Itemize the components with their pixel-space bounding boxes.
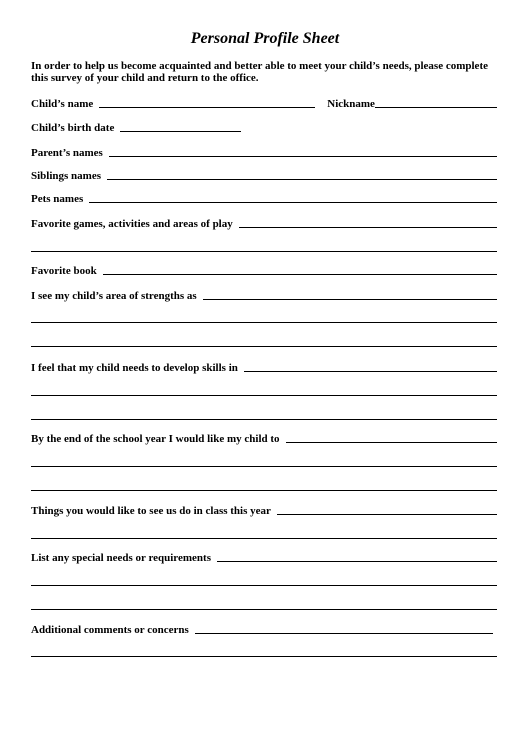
comments-row — [31, 622, 493, 636]
siblings-row — [31, 168, 497, 182]
strengths-extra-line-2[interactable] — [31, 346, 497, 347]
comments-label: Additional comments or concerns — [31, 624, 189, 636]
special-needs-row — [31, 550, 497, 564]
end-year-row — [31, 431, 497, 445]
end-year-blank[interactable] — [286, 442, 497, 443]
intro-paragraph: In order to help us become acquainted and better able to meet your child’s needs, please complete this survey of your child and return to the office. — [31, 60, 488, 84]
strengths-label: I see my child’s area of strengths as — [31, 290, 197, 302]
develop-label: I feel that my child needs to develop skills in — [31, 362, 238, 374]
things-class-extra-line[interactable] — [31, 538, 497, 539]
child-name-label: Child’s name — [31, 98, 94, 110]
siblings-label: Siblings names — [31, 170, 101, 182]
book-label: Favorite book — [31, 265, 97, 277]
games-label: Favorite games, activities and areas of play — [31, 218, 233, 230]
things-class-blank[interactable] — [277, 514, 497, 515]
strengths-row — [31, 288, 497, 302]
birth-date-row — [31, 120, 241, 134]
end-year-extra-line-2[interactable] — [31, 490, 497, 491]
special-needs-blank[interactable] — [217, 561, 497, 562]
birth-date-label: Child’s birth date — [31, 122, 115, 134]
things-class-label: Things you would like to see us do in class this year — [31, 505, 271, 517]
special-needs-extra-line-1[interactable] — [31, 585, 497, 586]
develop-blank[interactable] — [244, 371, 497, 372]
pets-label: Pets names — [31, 193, 84, 205]
birth-date-blank[interactable] — [120, 131, 241, 132]
book-blank[interactable] — [103, 274, 497, 275]
child-name-blank[interactable] — [99, 107, 315, 108]
nickname-blank[interactable] — [375, 107, 497, 108]
special-needs-extra-line-2[interactable] — [31, 609, 497, 610]
develop-extra-line-1[interactable] — [31, 395, 497, 396]
develop-extra-line-2[interactable] — [31, 419, 497, 420]
things-class-row — [31, 503, 497, 517]
comments-extra-line[interactable] — [31, 656, 497, 657]
book-row — [31, 263, 497, 277]
games-row — [31, 216, 497, 230]
end-year-label: By the end of the school year I would like my child to — [31, 433, 280, 445]
pets-row — [31, 191, 497, 205]
page-title: Personal Profile Sheet — [190, 30, 340, 47]
end-year-extra-line-1[interactable] — [31, 466, 497, 467]
siblings-blank[interactable] — [107, 179, 497, 180]
parents-label: Parent’s names — [31, 147, 103, 159]
pets-blank[interactable] — [89, 202, 497, 203]
develop-row — [31, 360, 497, 374]
special-needs-label: List any special needs or requirements — [31, 552, 211, 564]
strengths-extra-line-1[interactable] — [31, 322, 497, 323]
comments-blank[interactable] — [195, 633, 493, 634]
nickname-label: Nickname — [327, 98, 375, 110]
strengths-blank[interactable] — [203, 299, 497, 300]
games-extra-line[interactable] — [31, 251, 497, 252]
child-name-row — [31, 96, 497, 110]
parents-row — [31, 145, 497, 159]
games-blank[interactable] — [239, 227, 497, 228]
parents-blank[interactable] — [109, 156, 497, 157]
